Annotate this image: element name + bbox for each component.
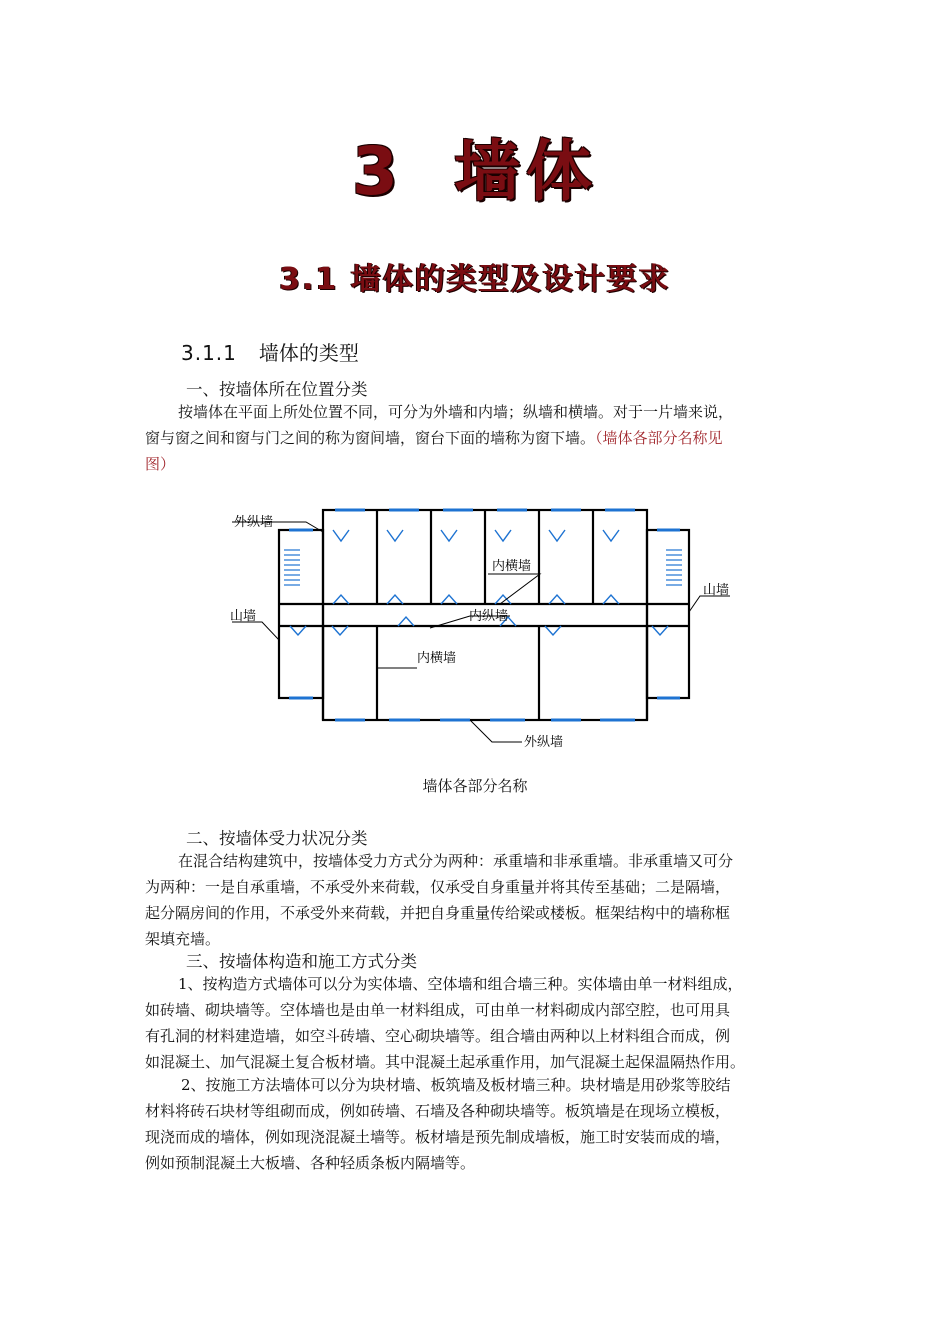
section-title: 3.1 墙体的类型及设计要求 bbox=[279, 262, 671, 297]
heading-load: 二、按墙体受力状况分类 bbox=[186, 829, 368, 848]
label-gable-wall-right: 山墙 bbox=[703, 583, 730, 598]
figure-caption: 墙体各部分名称 bbox=[422, 777, 528, 795]
chapter-name: 墙体 bbox=[453, 133, 598, 210]
paragraph-line: 如混凝土、加气混凝土复合板材墙。其中混凝土起承重作用，加气混凝土起保温隔热作用。 bbox=[145, 1053, 746, 1071]
leader-lines bbox=[232, 522, 730, 742]
paragraph-line: 在混合结构建筑中，按墙体受力方式分为两种：承重墙和非承重墙。非承重墙又可分 bbox=[178, 852, 734, 870]
paragraph-line: 2、按施工方法墙体可以分为块材墙、板筑墙及板材墙三种。块材墙是用砂浆等胶结 bbox=[181, 1076, 731, 1094]
paragraph-line: 起分隔房间的作用，不承受外来荷载，并把自身重量传给梁或楼板。框架结构中的墙称框 bbox=[145, 904, 731, 922]
paragraph-line: 现浇而成的墙体，例如现浇混凝土墙等。板材墙是预先制成墙板，施工时安装而成的墙， bbox=[145, 1128, 731, 1146]
label-inner-cross-wall-top: 内横墙 bbox=[492, 559, 532, 574]
wall-names-floor-plan bbox=[220, 496, 740, 752]
stairs bbox=[284, 550, 682, 585]
label-inner-long-wall: 内纵墙 bbox=[469, 609, 509, 624]
figure-reference: （墙体各部分名称见 bbox=[595, 429, 723, 447]
chapter-title bbox=[0, 118, 950, 213]
paragraph-line: 如砖墙、砌块墙等。空体墙也是由单一材料组成，可由单一材料砌成内部空腔，也可用具 bbox=[145, 1001, 731, 1019]
label-outer-long-wall-bottom: 外纵墙 bbox=[524, 735, 564, 750]
figure-reference-cont: 图） bbox=[145, 455, 176, 473]
label-outer-long-wall-top: 外纵墙 bbox=[234, 515, 274, 530]
subsection-title bbox=[181, 337, 359, 366]
label-gable-wall-left: 山墙 bbox=[230, 609, 257, 624]
paragraph-construction bbox=[145, 971, 813, 1075]
paragraph-line: 按墙体在平面上所处位置不同，可分为外墙和内墙；纵墙和横墙。对于一片墙来说， bbox=[178, 403, 734, 421]
paragraph-load bbox=[145, 848, 813, 952]
subsection-number: 3.1.1 bbox=[181, 341, 237, 365]
heading-position: 一、按墙体所在位置分类 bbox=[186, 380, 368, 399]
paragraph-line: 架填充墙。 bbox=[145, 930, 221, 948]
paragraph-construction-method bbox=[145, 1072, 813, 1176]
paragraph-position bbox=[145, 399, 813, 477]
paragraph-line: 例如预制混凝土大板墙、各种轻质条板内隔墙等。 bbox=[145, 1154, 476, 1172]
paragraph-line: 1、按构造方式墙体可以分为实体墙、空体墙和组合墙三种。实体墙由单一材料组成， bbox=[178, 975, 743, 993]
chapter-number: 3 bbox=[352, 133, 404, 210]
paragraph-line: 为两种：一是自承重墙，不承受外来荷载，仅承受自身重量并将其传至基础；二是隔墙， bbox=[145, 878, 731, 896]
paragraph-line bbox=[145, 425, 813, 451]
paragraph-line: 材料将砖石块材等组砌而成，例如砖墙、石墙及各种砌块墙等。板筑墙是在现场立模板， bbox=[145, 1102, 731, 1120]
label-inner-cross-wall-bottom: 内横墙 bbox=[417, 651, 457, 666]
paragraph-text: 窗与窗之间和窗与门之间的称为窗间墙，窗台下面的墙称为窗下墙。 bbox=[145, 429, 596, 447]
heading-construction: 三、按墙体构造和施工方式分类 bbox=[186, 952, 417, 971]
subsection-name: 墙体的类型 bbox=[258, 341, 359, 365]
paragraph-line: 有孔洞的材料建造墙，如空斗砖墙、空心砌块墙等。组合墙由两种以上材料组合而成，例 bbox=[145, 1027, 731, 1045]
